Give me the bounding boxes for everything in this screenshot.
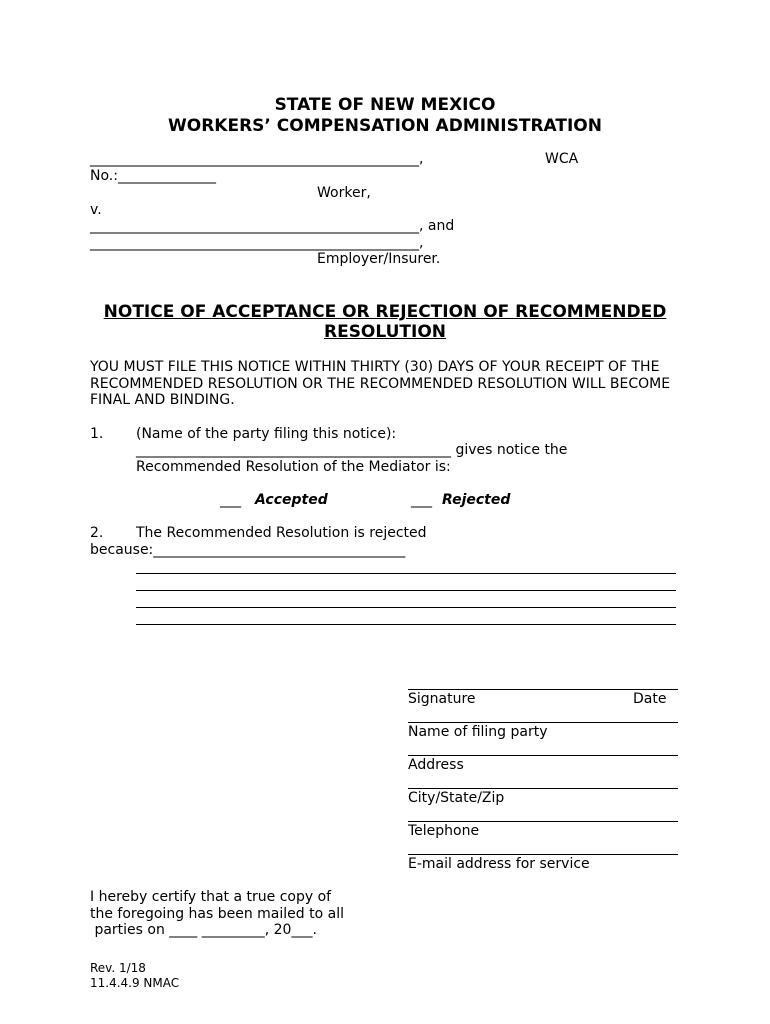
item1-prompt: (Name of the party filing this notice): — [136, 426, 397, 442]
city-label: City/State/Zip — [408, 790, 505, 806]
certificate-line1: I hereby certify that a true copy of — [90, 889, 332, 905]
notice-title-line1: NOTICE OF ACCEPTANCE OR REJECTION OF RECOMMENDED — [103, 302, 667, 322]
warning-line3: FINAL AND BINDING. — [90, 392, 235, 408]
reason-line-2[interactable] — [136, 590, 676, 591]
insurer-name-blank[interactable]: _______________________________________________, — [90, 235, 424, 251]
worker-label: Worker, — [317, 185, 371, 201]
certificate-line2: the foregoing has been mailed to all — [90, 906, 344, 922]
signature-label: Signature — [408, 691, 476, 707]
wca-label: WCA — [545, 151, 579, 167]
reason-line-3[interactable] — [136, 607, 676, 608]
name-label: Name of filing party — [408, 724, 548, 740]
item1-number: 1. — [90, 426, 104, 442]
revision-note: Rev. 1/18 — [90, 961, 146, 975]
item2-text: The Recommended Resolution is rejected — [136, 525, 427, 541]
rejection-reason-blank[interactable]: because:____________________________________ — [90, 542, 406, 558]
rejected-label: Rejected — [442, 492, 511, 508]
signature-line[interactable] — [408, 689, 678, 690]
email-label: E-mail address for service — [408, 856, 590, 872]
email-line[interactable] — [408, 854, 678, 855]
accepted-checkbox-blank[interactable]: ___ — [220, 492, 241, 508]
certificate-line3[interactable]: parties on ____ _________, 20___. — [90, 922, 317, 938]
versus-label: v. — [90, 202, 102, 218]
address-line[interactable] — [408, 755, 678, 756]
address-label: Address — [408, 757, 464, 773]
notice-title-line2: RESOLUTION — [323, 322, 447, 342]
telephone-label: Telephone — [408, 823, 480, 839]
employer-name-blank[interactable]: _______________________________________________, and — [90, 218, 455, 234]
name-line[interactable] — [408, 722, 678, 723]
agency-heading: WORKERS’ COMPENSATION ADMINISTRATION — [168, 116, 602, 136]
rejected-checkbox-blank[interactable]: ___ — [411, 492, 432, 508]
accepted-label: Accepted — [255, 492, 328, 508]
filing-party-blank[interactable]: _____________________________________________ gives notice the — [136, 442, 568, 458]
warning-line1: YOU MUST FILE THIS NOTICE WITHIN THIRTY (30) DAYS OF YOUR RECEIPT OF THE — [90, 359, 660, 375]
item1-line3: Recommended Resolution of the Mediator is: — [136, 459, 451, 475]
reason-line-1[interactable] — [136, 573, 676, 574]
wca-number-blank[interactable]: No.:______________ — [90, 168, 216, 184]
nmac-reference: 11.4.4.9 NMAC — [90, 976, 180, 990]
employer-insurer-label: Employer/Insurer. — [317, 251, 441, 267]
state-heading: STATE OF NEW MEXICO — [274, 95, 496, 115]
item2-number: 2. — [90, 525, 104, 541]
warning-line2: RECOMMENDED RESOLUTION OR THE RECOMMENDED RESOLUTION WILL BECOME — [90, 376, 671, 392]
worker-name-blank[interactable]: _______________________________________________, — [90, 151, 424, 167]
date-label: Date — [633, 691, 667, 707]
city-line[interactable] — [408, 788, 678, 789]
telephone-line[interactable] — [408, 821, 678, 822]
reason-line-4[interactable] — [136, 624, 676, 625]
